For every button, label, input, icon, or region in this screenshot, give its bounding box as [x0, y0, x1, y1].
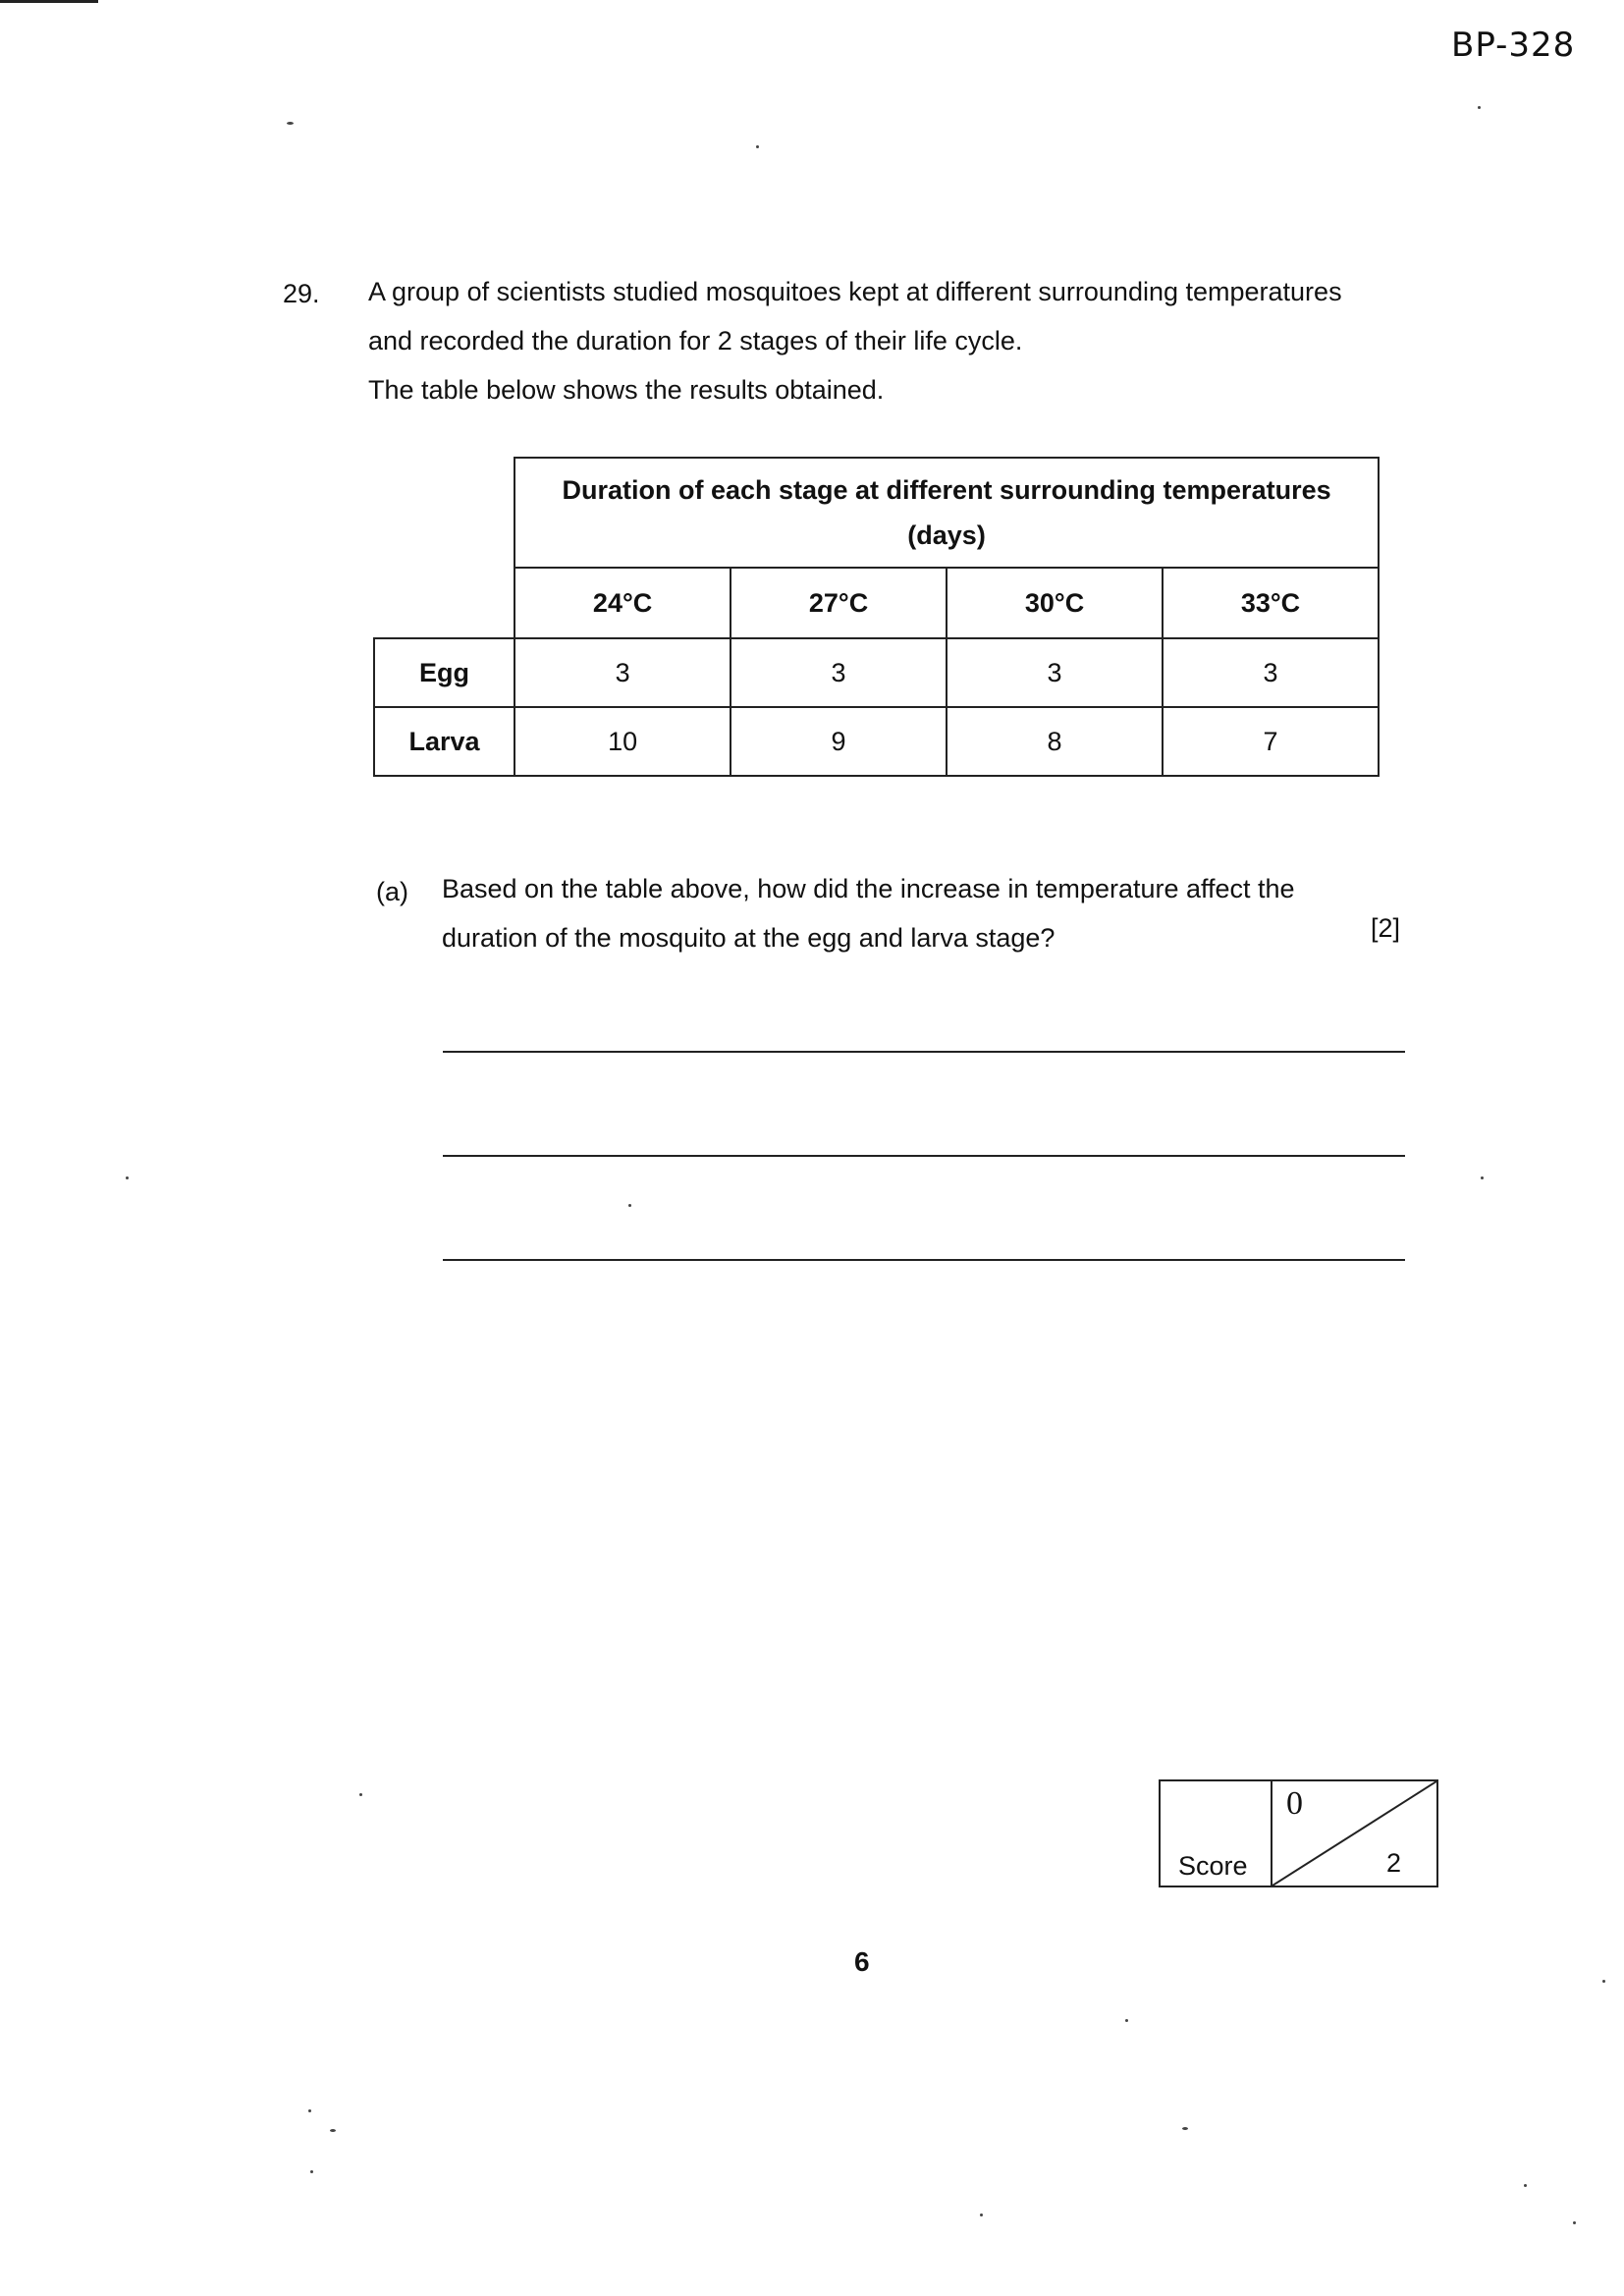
- scan-speck: [1478, 106, 1481, 109]
- temperature-header: 30°C: [947, 568, 1163, 638]
- paper-code: BP-328: [1451, 26, 1576, 65]
- scan-speck: [359, 1793, 362, 1796]
- question-line: A group of scientists studied mosquitoes kept at different surrounding temperatures: [368, 277, 1342, 306]
- scan-speck: [1125, 2019, 1128, 2022]
- answer-line-2[interactable]: [443, 1155, 1405, 1157]
- scan-speck: [628, 1204, 631, 1207]
- score-awarded: 0: [1286, 1785, 1303, 1822]
- scan-speck: [1602, 1980, 1605, 1983]
- scan-speck: [1524, 2184, 1527, 2187]
- table-cell: 8: [947, 707, 1163, 776]
- temperature-header: 33°C: [1163, 568, 1379, 638]
- page-number: 6: [854, 1946, 870, 1977]
- scan-speck: [287, 122, 294, 125]
- score-label-cell: [1161, 1781, 1272, 1886]
- table-cell: 3: [1163, 638, 1379, 707]
- table-main-header: [514, 458, 1379, 568]
- scan-speck: [308, 2109, 311, 2112]
- results-table: [373, 457, 1380, 777]
- table-corner-blank: [374, 458, 514, 568]
- question-text: [368, 267, 1409, 414]
- table-cell: 3: [514, 638, 731, 707]
- answer-line-3[interactable]: [443, 1259, 1405, 1261]
- part-a-question: [442, 864, 1409, 962]
- table-header-unit: (days): [907, 520, 986, 550]
- question-number: 29.: [283, 279, 320, 308]
- table-cell: 10: [514, 707, 731, 776]
- table-cell: 3: [731, 638, 947, 707]
- part-a-line: Based on the table above, how did the increase in temperature affect the: [442, 874, 1295, 903]
- part-a-line: duration of the mosquito at the egg and larva stage?: [442, 923, 1056, 953]
- scan-speck: [980, 2214, 983, 2216]
- table-corner-blank: [374, 568, 514, 638]
- scan-speck: [310, 2170, 313, 2173]
- scan-speck: [1481, 1176, 1484, 1179]
- table-cell: 9: [731, 707, 947, 776]
- part-a-label: (a): [376, 877, 408, 906]
- question-line: and recorded the duration for 2 stages of their life cycle.: [368, 326, 1023, 355]
- scan-speck: [756, 145, 759, 148]
- row-label-egg: Egg: [374, 638, 514, 707]
- scan-speck: [330, 2129, 336, 2132]
- table-cell: 7: [1163, 707, 1379, 776]
- score-label: Score: [1178, 1851, 1248, 1881]
- table-cell: 3: [947, 638, 1163, 707]
- table-row-egg: [374, 638, 1379, 707]
- top-edge-rule: [0, 0, 98, 3]
- scan-speck: [1182, 2127, 1188, 2130]
- answer-line-1[interactable]: [443, 1051, 1405, 1053]
- table-header-line1: Duration of each stage at different surrounding temperatures: [562, 475, 1331, 505]
- scan-speck: [126, 1176, 129, 1179]
- part-a-marks: [2]: [1371, 913, 1401, 943]
- scan-speck: [1573, 2221, 1576, 2224]
- score-total: 2: [1386, 1848, 1402, 1878]
- score-box: [1159, 1779, 1438, 1887]
- table-row-larva: [374, 707, 1379, 776]
- question-line: The table below shows the results obtained.: [368, 375, 885, 405]
- temperature-header: 27°C: [731, 568, 947, 638]
- row-label-larva: Larva: [374, 707, 514, 776]
- temperature-header: 24°C: [514, 568, 731, 638]
